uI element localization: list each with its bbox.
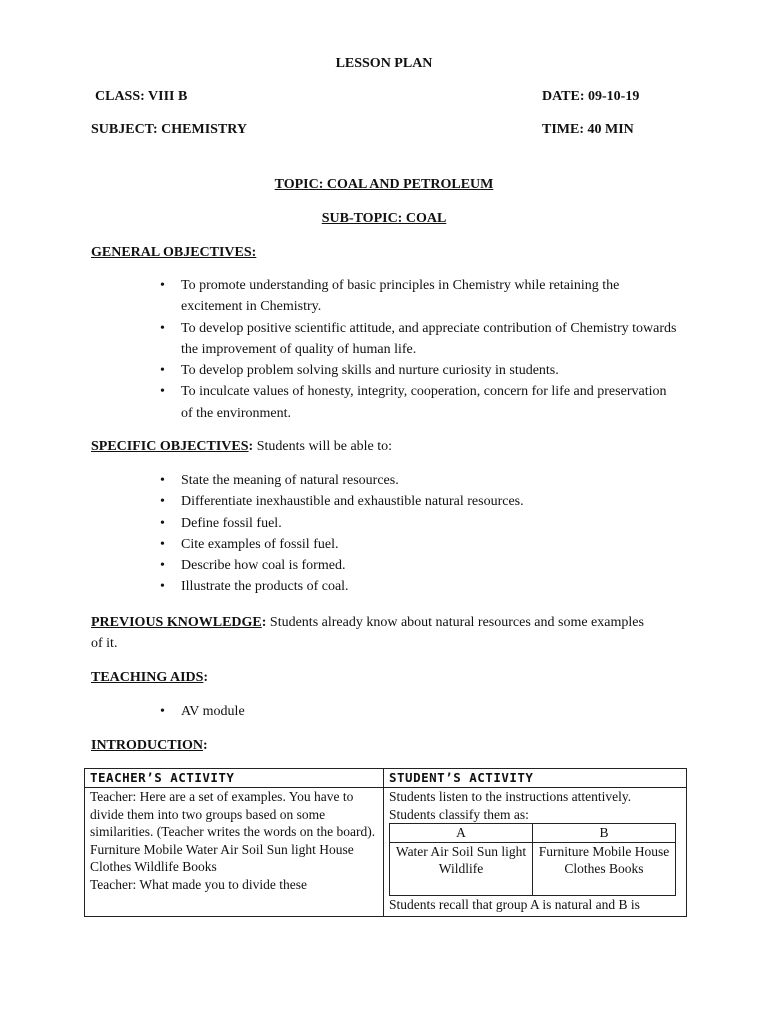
- column-a-header: A: [390, 824, 533, 843]
- bullet-icon: •: [160, 384, 165, 400]
- bullet-icon: •: [160, 558, 165, 574]
- list-item: • To develop positive scientific attitude, and appreciate contribution of Chemistry towards the improvement of quality of human life.: [160, 318, 680, 361]
- list-item: • Differentiate inexhaustible and exhaustible natural resources.: [160, 491, 680, 512]
- list-item: • Cite examples of fossil fuel.: [160, 534, 680, 555]
- subject-label: SUBJECT: CHEMISTRY: [91, 122, 247, 137]
- introduction-heading: INTRODUCTION:: [91, 738, 208, 753]
- list-item: • To inculcate values of honesty, integrity, cooperation, concern for life and preservation of the environment.: [160, 381, 680, 424]
- bullet-icon: •: [160, 320, 165, 336]
- bullet-icon: •: [160, 515, 165, 531]
- table-row: [85, 788, 687, 917]
- activity-table: [84, 768, 687, 917]
- list-item: • To promote understanding of basic principles in Chemistry while retaining the excitement in Chemistry.: [160, 275, 680, 318]
- teaching-aids-heading: TEACHING AIDS:: [91, 670, 209, 685]
- student-response: Students classify them as:: [389, 806, 529, 822]
- group-b-items: Furniture Mobile House Clothes Books: [533, 842, 676, 895]
- list-item: • State the meaning of natural resources.: [160, 470, 680, 491]
- bullet-icon: •: [160, 278, 165, 293]
- teaching-aids-list: [160, 701, 680, 722]
- table-header-row: [85, 769, 687, 788]
- group-a-items: Water Air Soil Sun light Wildlife: [390, 842, 533, 895]
- teacher-instruction: Teacher: Here are a set of examples. You have to divide them into two groups based on some similarities. (Teacher writes the words on the board).: [90, 789, 376, 839]
- document-title: LESSON PLAN: [335, 56, 433, 71]
- student-activity-cell: [384, 788, 687, 917]
- subtopic-heading: SUB-TOPIC: COAL: [321, 211, 447, 226]
- teacher-activity-header: TEACHER’S ACTIVITY: [85, 769, 384, 788]
- class-label: CLASS: VIII B: [95, 89, 188, 104]
- teacher-question: Teacher: What made you to divide these: [90, 876, 307, 892]
- bullet-icon: •: [160, 704, 165, 719]
- bullet-icon: •: [160, 579, 165, 595]
- general-objectives-heading: GENERAL OBJECTIVES:: [91, 245, 257, 260]
- date-label: DATE: 09-10-19: [542, 89, 640, 104]
- bullet-icon: •: [160, 473, 165, 488]
- student-response: Students listen to the instructions attentively.: [389, 789, 632, 804]
- previous-knowledge: PREVIOUS KNOWLEDGE: Students already know about natural resources and some examples of it.: [91, 615, 644, 651]
- word-list: Furniture Mobile Water Air Soil Sun light House Clothes Wildlife Books: [90, 841, 354, 874]
- classification-table: [389, 823, 676, 896]
- student-recall: Students recall that group A is natural and B is: [389, 896, 640, 912]
- student-activity-header: STUDENT’S ACTIVITY: [384, 769, 687, 788]
- specific-objectives-heading: SPECIFIC OBJECTIVES: Students will be able to:: [91, 439, 393, 454]
- list-item: • AV module: [160, 701, 680, 722]
- specific-objectives-list: [160, 470, 680, 598]
- list-item: • To develop problem solving skills and nurture curiosity in students.: [160, 360, 680, 381]
- list-item: • Define fossil fuel.: [160, 513, 680, 534]
- general-objectives-list: [160, 275, 680, 424]
- teacher-activity-cell: [85, 788, 384, 917]
- list-item: • Describe how coal is formed.: [160, 555, 680, 576]
- bullet-icon: •: [160, 536, 165, 552]
- list-item: • Illustrate the products of coal.: [160, 576, 680, 597]
- topic-heading: TOPIC: COAL AND PETROLEUM: [274, 177, 494, 192]
- bullet-icon: •: [160, 363, 165, 379]
- bullet-icon: •: [160, 494, 165, 510]
- column-b-header: B: [533, 824, 676, 843]
- time-label: TIME: 40 MIN: [542, 122, 634, 137]
